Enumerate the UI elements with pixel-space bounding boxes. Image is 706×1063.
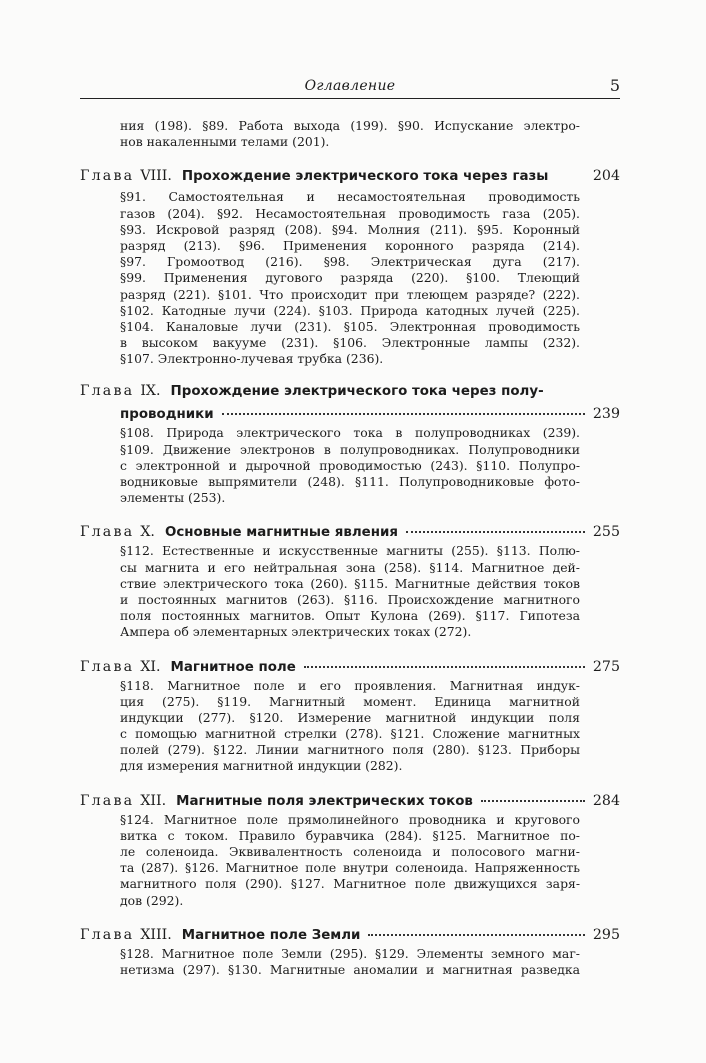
chapter-label: Глава [80, 792, 135, 809]
section-line: для измерения магнитной индукции (282). [120, 758, 403, 774]
chapter-label: Глава [80, 658, 135, 675]
table-of-contents [80, 118, 620, 978]
chapter-page: 284 [592, 792, 620, 809]
chapter-page: 204 [592, 168, 620, 185]
chapter-title: Магнитное поле [170, 659, 296, 675]
section-line: ция (275). §119. Магнитный момент. Единица магнитной [120, 693, 580, 709]
chapter-page: 255 [592, 524, 620, 541]
section-line: полей (279). §122. Линии магнитного поля (280). §123. Приборы [120, 742, 580, 758]
section-line: §109. Движение электронов в полупроводниках. Полупроводники [120, 441, 580, 457]
chapter-title: Прохождение электрического тока через газы [181, 169, 549, 185]
dot-leader [556, 165, 585, 177]
toc-chapter-x [80, 522, 620, 640]
page-number: 5 [609, 76, 620, 95]
chapter-heading [80, 657, 620, 678]
chapter-label: Глава [80, 383, 135, 400]
section-line: разряд (221). §101. Что происходит при тлеющем разряде? (222). [120, 286, 580, 302]
toc-chapter-viii [80, 168, 620, 367]
section-line: индукции (277). §120. Измерение магнитной индукции поля [120, 709, 580, 725]
section-line: §97. Громоотвод (216). §98. Электрическая дуга (217). [120, 254, 580, 270]
section-line: §118. Магнитное поле и его проявления. Магнитная индук- [120, 677, 580, 693]
section-line: ле соленоида. Эквивалентность соленоида и полосового магни- [120, 844, 580, 859]
chapter-label: Глава [80, 524, 135, 541]
section-line: §112. Естественные и искусственные магниты (255). §113. Полю- [120, 543, 580, 559]
section-line: нетизма (297). §130. Магнитные аномалии и магнитная разведка [120, 961, 580, 977]
chapter-heading [80, 522, 620, 543]
section-line: нов накаленными телами (201). [120, 134, 330, 150]
section-line: ния (198). §89. Работа выхода (199). §90. Испускание электро- [120, 118, 580, 133]
section-line: Ампера об элементарных электрических токах (272). [120, 624, 472, 640]
section-list [120, 543, 580, 640]
chapter-heading [80, 925, 620, 946]
chapter-title: Магнитное поле Земли [181, 927, 361, 943]
section-list [120, 425, 580, 506]
section-line: сы магнита и его нейтральная зона (258). §114. Магнитное дей- [120, 559, 580, 575]
toc-lead-in [80, 118, 620, 150]
section-list [120, 189, 580, 367]
section-line: элементы (253). [120, 490, 226, 506]
chapter-title: Прохождение электрического тока через полу- [170, 384, 544, 400]
dot-leader [222, 401, 585, 415]
toc-chapter-xii [80, 791, 620, 909]
running-title: Оглавление [304, 78, 396, 94]
chapter-page: 295 [592, 926, 620, 943]
section-line: с помощью магнитной стрелки (278). §121. Сложение магнитных [120, 726, 580, 742]
section-line: §91. Самостоятельная и несамостоятельная проводимость [120, 189, 580, 205]
dot-leader [368, 922, 584, 936]
chapter-heading-continued [80, 404, 620, 425]
section-line: и постоянных магнитов (263). §116. Происхождение магнитного [120, 591, 580, 607]
toc-chapter-xiii [80, 925, 620, 978]
chapter-title: Основные магнитные явления [164, 525, 398, 541]
section-line: с электронной и дырочной проводимостью (243). §110. Полупро- [120, 457, 580, 473]
section-line: §108. Природа электрического тока в полупроводниках (239). [120, 425, 580, 441]
chapter-heading [80, 168, 620, 189]
section-line: в высоком вакууме (231). §106. Электронные лампы (232). [120, 335, 580, 351]
section-line: §102. Катодные лучи (224). §103. Природа катодных лучей (225). [120, 302, 580, 318]
dot-leader [304, 654, 585, 668]
chapter-page: 239 [592, 406, 620, 423]
chapter-number: X. [140, 524, 155, 541]
dot-leader [406, 519, 585, 533]
dot-leader [481, 788, 585, 802]
section-line: §124. Магнитное поле прямолинейного проводника и кругового [120, 811, 580, 827]
section-line: §107. Электронно-лучевая трубка (236). [120, 351, 384, 367]
chapter-number: XIII. [140, 926, 172, 943]
chapter-number: VIII. [140, 168, 172, 185]
chapter-title-continued: проводники [120, 407, 214, 423]
section-line: дов (292). [120, 892, 184, 908]
toc-chapter-xi [80, 657, 620, 775]
section-line: витка с током. Правило буравчика (284). §125. Магнитное по- [120, 827, 580, 843]
section-line: §99. Применения дугового разряда (220). §100. Тлеющий [120, 270, 580, 286]
section-line: та (287). §126. Магнитное поле внутри соленоида. Напряженность [120, 860, 580, 876]
chapter-number: XII. [140, 792, 167, 809]
section-list [120, 812, 580, 909]
section-line: ствие электрического тока (260). §115. Магнитные действия токов [120, 575, 580, 591]
chapter-label: Глава [80, 926, 135, 943]
section-line: §128. Магнитное поле Земли (295). §129. Элементы земного маг- [120, 945, 580, 961]
section-line: газов (204). §92. Несамостоятельная проводимость газа (205). [120, 205, 580, 221]
section-line: поля постоянных магнитов. Опыт Кулона (269). §117. Гипотеза [120, 608, 580, 624]
section-line: магнитного поля (290). §127. Магнитное поле движущихся заря- [120, 876, 580, 892]
chapter-number: XI. [140, 658, 161, 675]
chapter-label: Глава [80, 168, 135, 185]
chapter-number: IX. [140, 383, 161, 400]
running-head [80, 76, 620, 99]
chapter-title: Магнитные поля электрических токов [176, 793, 473, 809]
section-line: водниковые выпрямители (248). §111. Полупроводниковые фото- [120, 474, 580, 489]
section-list [120, 946, 580, 978]
toc-chapter-ix [80, 383, 620, 506]
chapter-page: 275 [592, 658, 620, 675]
section-line: §93. Искровой разряд (208). §94. Молния (211). §95. Коронный [120, 221, 580, 237]
chapter-heading [80, 791, 620, 812]
section-line: §104. Каналовые лучи (231). §105. Электронная проводимость [120, 318, 580, 334]
section-line: разряд (213). §96. Применения коронного разряда (214). [120, 237, 580, 253]
section-list [120, 118, 580, 150]
section-list [120, 678, 580, 775]
